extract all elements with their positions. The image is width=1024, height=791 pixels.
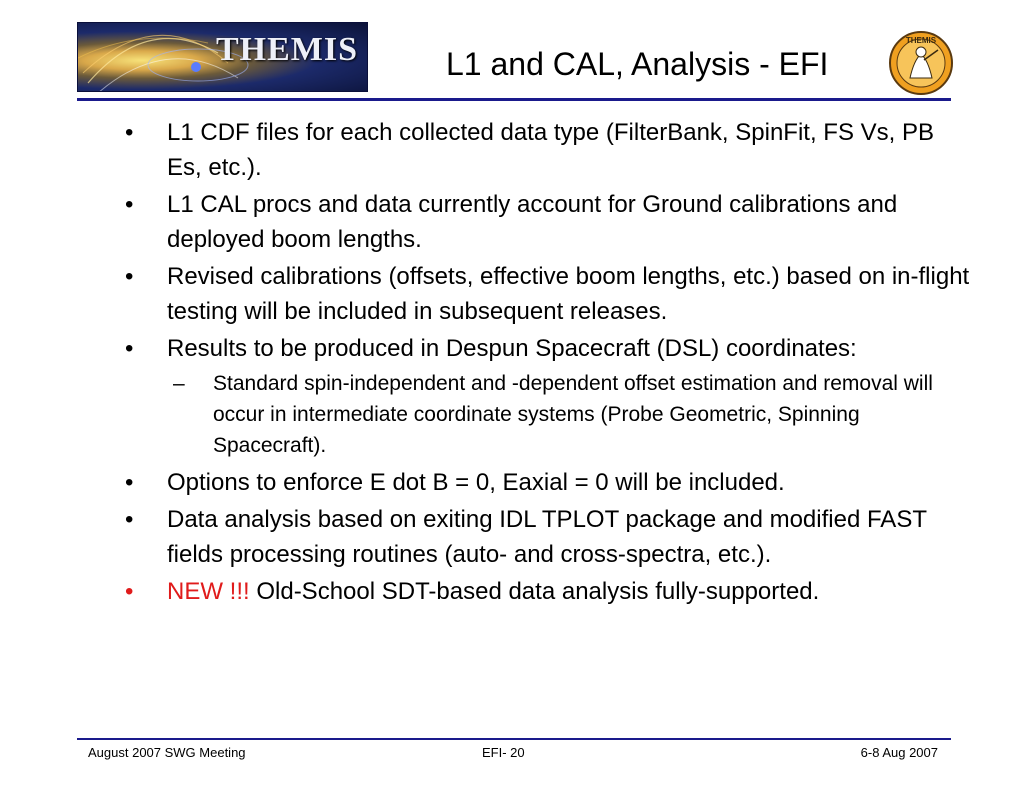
logo-wordmark: THEMIS [216,31,359,68]
new-highlight: NEW !!! [167,578,250,605]
sub-bullet-text: Standard spin-independent and -dependent offset estimation and removal will occur in intermediate coordinate systems (Probe Geometric, Spinning Spacecraft). [213,372,933,457]
sub-bullet-item [117,368,972,461]
bullet-text: Revised calibrations (offsets, effective boom lengths, etc.) based on in-flight testing will be included in subsequent releases. [167,263,970,325]
bullet-item [117,259,972,329]
bullet-marker: • [125,263,134,290]
bullet-item [117,465,972,500]
bullet-item [117,331,972,366]
footer-divider [77,738,951,740]
bullet-text: L1 CAL procs and data currently account for Ground calibrations and deployed boom lengths. [167,191,898,253]
bullet-text: L1 CDF files for each collected data type (FilterBank, SpinFit, FS Vs, PB Es, etc.). [167,119,934,181]
bullet-marker: • [125,335,134,362]
bullet-item [117,502,972,572]
seal-label: THEMIS [905,36,937,45]
footer-center: EFI- 20 [482,745,525,760]
bullet-text: Results to be produced in Despun Spacecraft (DSL) coordinates: [167,335,857,362]
footer-left: August 2007 SWG Meeting [88,745,246,760]
bullet-item [117,187,972,257]
bullet-item [117,115,972,185]
themis-mission-seal-icon [888,30,954,96]
bullet-item [117,574,972,609]
footer-right: 6-8 Aug 2007 [860,745,938,760]
bullet-marker: • [125,119,134,146]
bullet-marker: • [125,506,134,533]
bullet-marker: • [125,469,134,496]
bullet-text: Old-School SDT-based data analysis fully-supported. [256,578,820,605]
bullet-text: Options to enforce E dot B = 0, Eaxial = 0 will be included. [167,469,785,496]
header-divider [77,98,951,101]
bullet-marker: • [125,191,134,218]
bullet-marker-red: • [125,578,134,605]
bullet-text: Data analysis based on exiting IDL TPLOT package and modified FAST fields processing routines (auto- and cross-spectra, etc.). [167,506,927,568]
slide-title: L1 and CAL, Analysis - EFI [446,46,829,82]
slide-body [117,115,972,611]
themis-logo-banner [77,22,368,92]
sub-bullet-marker: – [173,372,185,395]
